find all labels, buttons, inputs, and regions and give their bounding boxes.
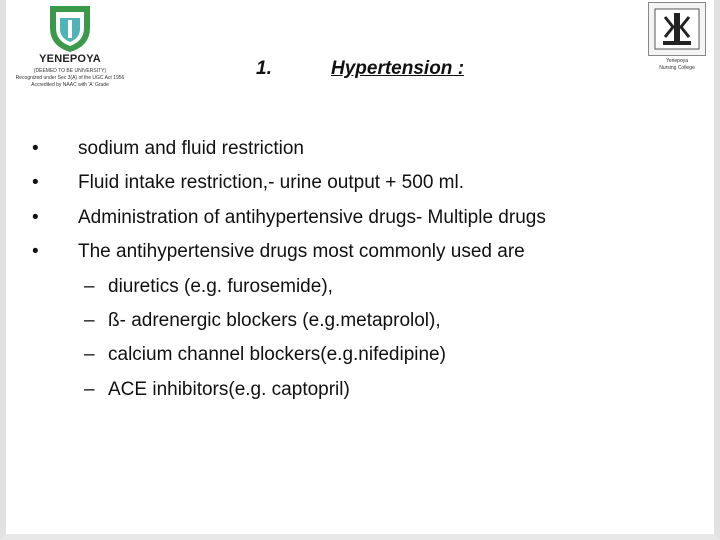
bullet-text: sodium and fluid restriction bbox=[78, 138, 304, 159]
title-number: 1. bbox=[256, 58, 272, 79]
bullet-icon: • bbox=[32, 138, 39, 159]
list-item bbox=[32, 132, 692, 166]
list-item bbox=[32, 166, 692, 200]
bullet-text: Administration of antihypertensive drugs- Multiple drugs bbox=[78, 206, 546, 228]
nursing-college-logo bbox=[644, 0, 710, 84]
yenepoya-logo bbox=[12, 0, 128, 98]
university-emblem-icon bbox=[42, 2, 98, 54]
list-item bbox=[32, 235, 692, 269]
sub-bullet-text: calcium channel blockers(e.g.nifedipine) bbox=[108, 344, 446, 366]
college-caption-line: Yenepoya bbox=[665, 58, 689, 64]
sub-bullet-text: ß- adrenergic blockers (e.g.metaprolol), bbox=[108, 309, 441, 331]
bullet-text: Fluid intake restriction,- urine output + 500 ml. bbox=[78, 172, 464, 194]
sub-list-item bbox=[32, 304, 692, 338]
bullet-icon: • bbox=[32, 241, 39, 263]
sub-bullet-text: diuretics (e.g. furosemide), bbox=[108, 275, 333, 297]
list-item bbox=[32, 201, 692, 235]
college-emblem-icon bbox=[648, 2, 706, 56]
logo-university-name: YENEPOYA bbox=[39, 53, 101, 65]
bullet-text: The antihypertensive drugs most commonly used are bbox=[78, 241, 525, 263]
dash-icon: – bbox=[84, 378, 95, 400]
sub-list-item bbox=[32, 338, 692, 372]
dash-icon: – bbox=[84, 275, 95, 297]
dash-icon: – bbox=[84, 344, 95, 366]
bullet-icon: • bbox=[32, 206, 39, 228]
college-caption-line: Nursing College bbox=[659, 65, 695, 71]
logo-line: Recognized under Sec 3(A) of the UGC Act 1956 bbox=[15, 75, 125, 81]
logo-line: (DEEMED TO BE UNIVERSITY) bbox=[33, 68, 107, 74]
sub-list-item bbox=[32, 270, 692, 304]
sub-bullet-text: ACE inhibitors(e.g. captopril) bbox=[108, 378, 350, 400]
page-title: Hypertension : bbox=[331, 58, 465, 79]
logo-line: Accredited by NAAC with 'A' Grade bbox=[31, 82, 109, 88]
bullet-list bbox=[32, 132, 692, 407]
bullet-icon: • bbox=[32, 172, 39, 194]
sub-list-item bbox=[32, 373, 692, 407]
dash-icon: – bbox=[84, 309, 95, 331]
